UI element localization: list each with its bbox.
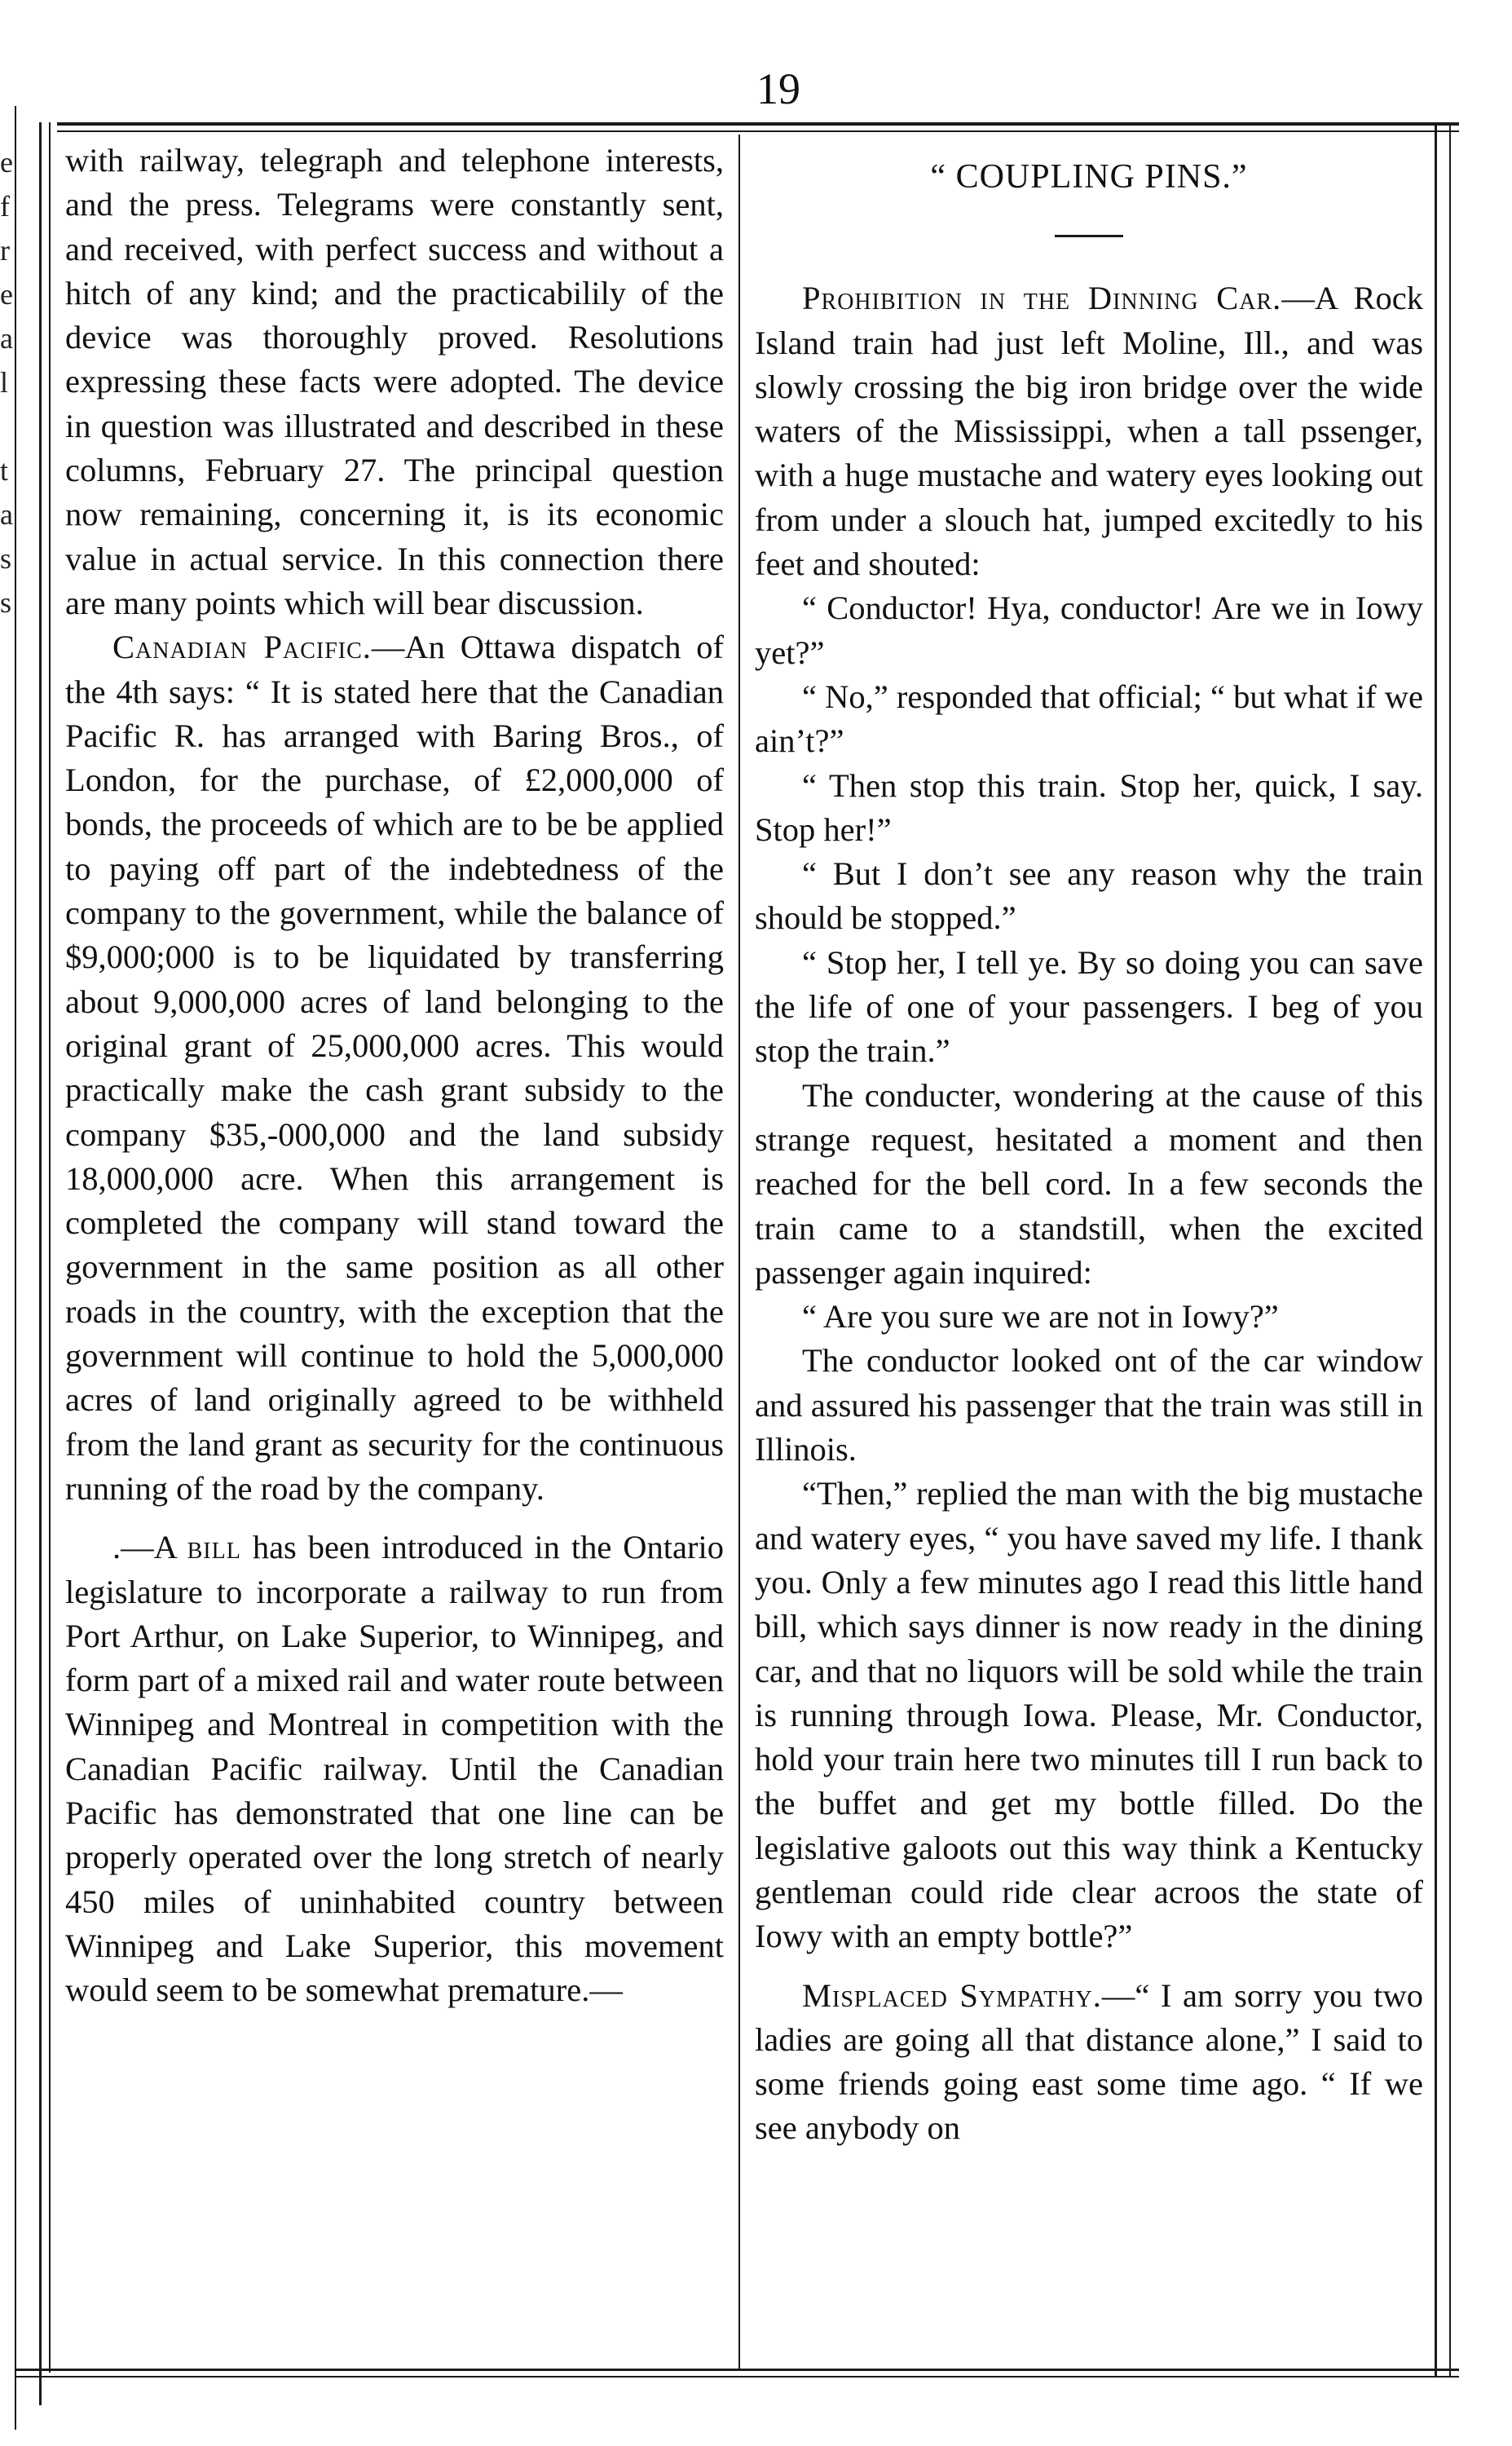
article-heading: Canadian Pacific. bbox=[112, 629, 372, 666]
heading-divider bbox=[1055, 235, 1123, 237]
margin-fragment: r bbox=[0, 234, 10, 267]
left-border-rule bbox=[39, 122, 42, 2405]
bottom-rule bbox=[16, 2369, 1459, 2371]
continued-paragraph: with railway, telegraph and telephone interests, and the press. Telegrams were constantly sent, and received, with perfect success and without a hitch of any kind; and the practicabilily of the device was thoroughly proved. Resolutions expressing these facts were adopted. The device in question was illustrated and described in these columns, February 27. The principal question now remaining, concerning it, is its economic value in actual service. In this connection there are many points which will bear discussion. bbox=[65, 142, 724, 621]
dialogue-paragraph: “ But I don’t see any reason why the train should be stopped.” bbox=[755, 855, 1423, 937]
canadian-pacific-article bbox=[65, 625, 724, 1511]
left-border-rule-inner bbox=[49, 122, 51, 2373]
page-number: 19 bbox=[756, 64, 800, 113]
misplaced-sympathy-article bbox=[755, 1974, 1423, 2151]
article-heading: Prohibition in the Dinning Car. bbox=[802, 280, 1282, 317]
top-rule bbox=[57, 122, 1459, 126]
margin-fragment: a bbox=[0, 498, 13, 531]
margin-fragment: s bbox=[0, 542, 12, 575]
margin-fragment: t bbox=[0, 454, 9, 487]
article-heading: Misplaced Sympathy. bbox=[802, 1976, 1102, 2014]
margin-fragment: s bbox=[0, 586, 12, 619]
left-border-rule-far bbox=[15, 106, 16, 2430]
dialogue-paragraph: “ No,” responded that official; “ but what if we ain’t?” bbox=[755, 678, 1423, 760]
margin-fragment: l bbox=[0, 366, 9, 399]
ontario-bill-article bbox=[65, 1525, 724, 2012]
dialogue-paragraph: “ Conductor! Hya, conductor! Are we in Iowy yet?” bbox=[755, 589, 1423, 671]
right-border-rule bbox=[1435, 122, 1437, 2377]
right-border-rule-outer bbox=[1449, 122, 1451, 2377]
right-column bbox=[755, 139, 1423, 2151]
article-heading: bill bbox=[187, 1529, 241, 1566]
top-rule-thin bbox=[57, 130, 1459, 132]
article-text: has been introduced in the Ontario legislature to incorporate a railway to run from Port Arthur, on Lake Superior, to Winnipeg, and form part of a mixed rail and water route between Winnipeg and Montreal in competition with the Canadian Pacific railway. Until the Canadian Pacific has demonstrated that one line can be properly operated over the long stretch of nearly 450 miles of uninhabited country between Winnipeg and Lake Superior, this movement would seem to be somewhat premature.— bbox=[65, 1529, 725, 2009]
margin-fragment: e bbox=[0, 278, 13, 311]
bottom-rule-thin bbox=[16, 2376, 1459, 2378]
dialogue-paragraph: The conducter, wondering at the cause of this strange request, hesitated a moment and then reached for the bell cord. In a few seconds the train came to a standstill, when the excited passenger again inquired: bbox=[755, 1076, 1423, 1291]
dialogue-paragraph: “ Then stop this train. Stop her, quick, I say. Stop her!” bbox=[755, 766, 1423, 848]
section-heading: “ COUPLING PINS.” bbox=[930, 158, 1248, 196]
left-column bbox=[65, 139, 724, 2012]
prohibition-article bbox=[755, 276, 1423, 586]
dialogue-paragraph: The conductor looked ont of the car window and assured his passenger that the train was still in Illinois. bbox=[755, 1342, 1423, 1468]
column-divider bbox=[738, 135, 740, 2369]
dialogue-paragraph: “ Stop her, I tell ye. By so doing you can save the life of one of your passengers. I beg of you stop the train.” bbox=[755, 943, 1423, 1070]
dialogue-paragraph: “ Are you sure we are not in Iowy?” bbox=[802, 1298, 1279, 1336]
dialogue-paragraph: “Then,” replied the man with the big mustache and watery eyes, “ you have saved my life. I thank you. Only a few minutes ago I read this little hand bill, which says dinner is now ready in the dining car, and that no liquors will be sold while the train is running through Iowa. Please, Mr. Conductor, hold your train here two minutes till I run back to the buffet and get my bottle filled. Do the legislative galoots out this way think a Kentucky gentleman could ride clear acroos the state of Iowy with an empty bottle?” bbox=[755, 1475, 1423, 1955]
article-lead: .—A bbox=[112, 1529, 187, 1566]
margin-fragment: f bbox=[0, 190, 10, 223]
article-text: —“ I am sorry you two ladies are going all that distance alone,” I said to some friends going east some time ago. “ If we see anybody on bbox=[755, 1976, 1424, 2147]
margin-fragment: a bbox=[0, 322, 13, 355]
article-text: —An Ottawa dispatch of the 4th says: “ It is stated here that the Canadian Pacific R. has arranged with Baring Bros., of London, for the purchase, of £2,000,000 of bonds, the proceeds of which are to be be applied to paying off part of the indebtedness of the company to the government, while the balance of $9,000;000 is to be liquidated by transferring about 9,000,000 acres of land belonging to the original grant of 25,000,000 acres. This would practically make the cash grant subsidy to the company $35,-000,000 and the land subsidy 18,000,000 acre. When this arrangement is completed the company will stand toward the government in the same position as all other roads in the country, with the exception that the government will continue to hold the 5,000,000 acres of land originally agreed to be withheld from the land grant as security for the continuous running of the road by the company. bbox=[65, 629, 725, 1507]
article-text: —A Rock Island train had just left Moline, Ill., and was slowly crossing the big iron bridge over the wide waters of the Mississippi, when a tall pssenger, with a huge mustache and watery eyes looking out from under a slouch hat, jumped excitedly to his feet and shouted: bbox=[755, 280, 1423, 583]
margin-fragment: e bbox=[0, 146, 13, 179]
